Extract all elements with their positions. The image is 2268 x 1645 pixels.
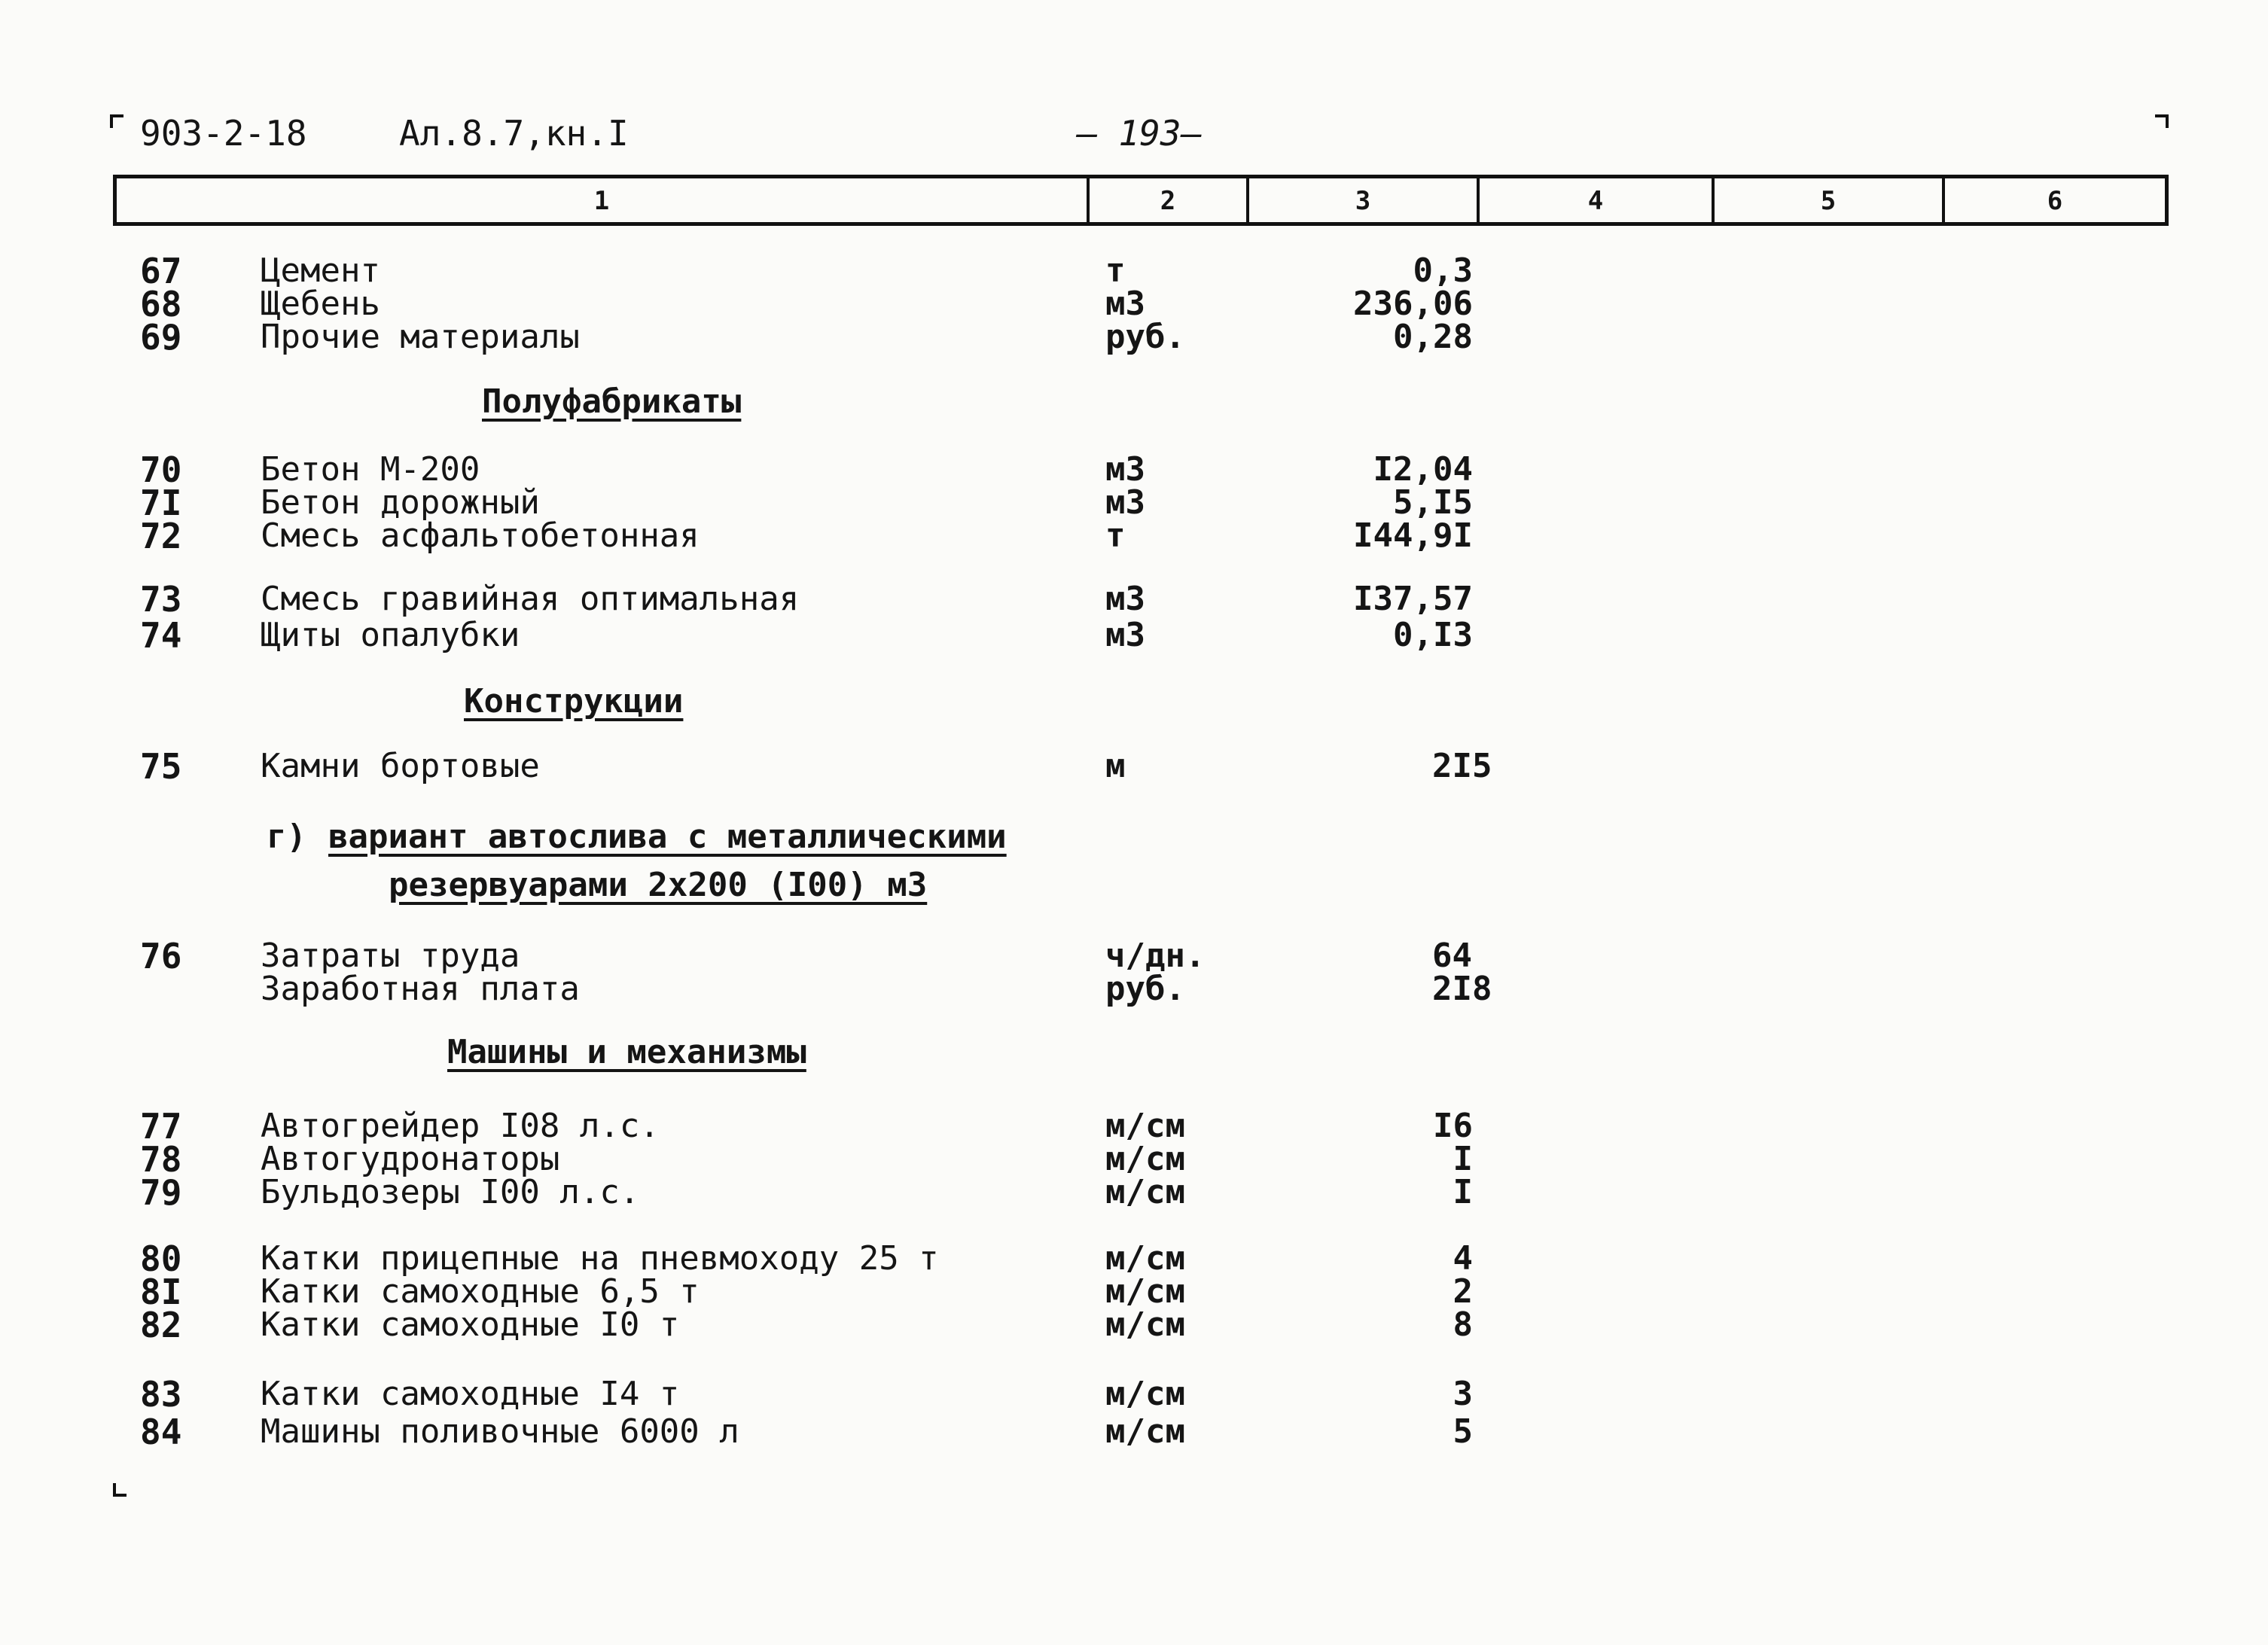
- row-unit: м3: [1105, 483, 1145, 522]
- variant-title-line-1: вариант автослива с металлическими: [328, 818, 1007, 856]
- row-number: 77: [140, 1106, 182, 1147]
- row-name: Цемент: [261, 251, 380, 290]
- table-row: [140, 970, 1495, 1008]
- table-column-header: [113, 175, 2169, 226]
- row-name: Машины поливочные 6000 л: [261, 1412, 739, 1451]
- column-header-4: 4: [1480, 178, 1715, 222]
- table-row: [140, 1106, 1495, 1147]
- row-name: Камни бортовые: [261, 747, 540, 785]
- row-name: Катки самоходные 6,5 т: [261, 1272, 700, 1311]
- row-unit: ч/дн.: [1105, 937, 1206, 975]
- row-unit: м/см: [1105, 1305, 1185, 1344]
- row-unit: м3: [1105, 580, 1145, 618]
- table-row: [140, 615, 1495, 656]
- row-number: 82: [140, 1305, 182, 1345]
- row-name: Автогудронаторы: [261, 1140, 560, 1178]
- variant-prefix: г): [267, 818, 306, 856]
- row-unit: м3: [1105, 450, 1145, 489]
- row-number: 78: [140, 1139, 182, 1180]
- row-unit: м/см: [1105, 1375, 1185, 1413]
- row-name: Щиты опалубки: [261, 616, 520, 654]
- table-row: [140, 746, 1495, 787]
- corner-mark-top-right: [2155, 114, 2169, 128]
- column-header-3: 3: [1249, 178, 1480, 222]
- row-unit: м: [1105, 747, 1126, 785]
- table-row: [140, 1139, 1495, 1180]
- row-number: 83: [140, 1374, 182, 1415]
- row-number: 75: [140, 746, 182, 787]
- row-name: Бульдозеры I00 л.с.: [261, 1173, 640, 1211]
- corner-mark-top-left: [110, 114, 123, 128]
- column-header-5: 5: [1715, 178, 1945, 222]
- row-value: 0,3: [1413, 251, 1473, 290]
- row-unit: м/см: [1105, 1272, 1185, 1311]
- section-title-constructions: Конструкции: [464, 682, 684, 720]
- row-number: 7I: [140, 483, 182, 523]
- row-number: 84: [140, 1412, 182, 1452]
- row-unit: руб.: [1105, 970, 1185, 1008]
- row-value: 236,06: [1353, 285, 1473, 323]
- album-reference: Ал.8.7,кн.I: [399, 113, 629, 154]
- row-unit: м/см: [1105, 1239, 1185, 1278]
- row-number: 73: [140, 579, 182, 620]
- table-row: [140, 317, 1495, 358]
- row-name: Катки прицепные на пневмоходу 25 т: [261, 1239, 939, 1278]
- row-value: I44,9I: [1353, 516, 1473, 555]
- row-number: 74: [140, 615, 182, 656]
- row-value: 0,28: [1393, 318, 1473, 356]
- table-row: [140, 936, 1495, 976]
- row-unit: руб.: [1105, 318, 1185, 356]
- page-number: — 193—: [1077, 113, 1203, 154]
- row-unit: м3: [1105, 616, 1145, 654]
- row-value: 4: [1453, 1239, 1473, 1278]
- row-unit: т: [1105, 251, 1126, 290]
- row-value: 3: [1453, 1375, 1473, 1413]
- row-number: 79: [140, 1172, 182, 1213]
- column-header-1: 1: [117, 178, 1090, 222]
- row-unit: м/см: [1105, 1140, 1185, 1178]
- table-row: [140, 1374, 1495, 1415]
- row-value: I6: [1433, 1107, 1473, 1145]
- row-value: 5: [1453, 1412, 1473, 1451]
- section-title-semi-finished: Полуфабрикаты: [482, 382, 742, 421]
- table-row: [140, 1172, 1495, 1213]
- column-header-6: 6: [2047, 186, 2063, 216]
- row-name: Заработная плата: [261, 970, 580, 1008]
- table-row: [140, 284, 1495, 324]
- column-header-2: 2: [1090, 178, 1249, 222]
- table-row: [140, 449, 1495, 490]
- row-unit: м/см: [1105, 1173, 1185, 1211]
- row-value: I: [1453, 1173, 1473, 1211]
- row-value: 64: [1432, 937, 1472, 975]
- row-name: Автогрейдер I08 л.с.: [261, 1107, 660, 1145]
- row-value: 5,I5: [1393, 483, 1473, 522]
- row-name: Катки самоходные I0 т: [261, 1305, 680, 1344]
- row-name: Смесь гравийная оптимальная: [261, 580, 800, 618]
- table-row: [140, 516, 1495, 556]
- row-name: Смесь асфальтобетонная: [261, 516, 700, 555]
- corner-mark-bottom-left: [113, 1483, 127, 1497]
- row-unit: м3: [1105, 285, 1145, 323]
- row-name: Катки самоходные I4 т: [261, 1375, 680, 1413]
- table-row: [140, 251, 1495, 291]
- row-name: Щебень: [261, 285, 380, 323]
- row-name: Прочие материалы: [261, 318, 580, 356]
- row-value: 2I8: [1432, 970, 1492, 1008]
- row-number: 80: [140, 1238, 182, 1279]
- row-number: 72: [140, 516, 182, 556]
- table-row: [140, 579, 1495, 620]
- table-row: [140, 1238, 1495, 1279]
- row-number: 69: [140, 317, 182, 358]
- row-value: I2,04: [1373, 450, 1473, 489]
- row-unit: м/см: [1105, 1412, 1185, 1451]
- row-number: 68: [140, 284, 182, 324]
- row-name: Бетон М-200: [261, 450, 480, 489]
- row-name: Бетон дорожный: [261, 483, 540, 522]
- row-value: 8: [1453, 1305, 1473, 1344]
- row-value: I: [1453, 1140, 1473, 1178]
- row-value: I37,57: [1353, 580, 1473, 618]
- table-row: [140, 1412, 1495, 1452]
- table-row: [140, 1272, 1495, 1312]
- row-number: 76: [140, 936, 182, 976]
- document-code: 903-2-18: [140, 113, 307, 154]
- row-name: Затраты труда: [261, 937, 520, 975]
- table-row: [140, 1305, 1495, 1345]
- row-unit: м/см: [1105, 1107, 1185, 1145]
- row-number: 8I: [140, 1272, 182, 1312]
- row-value: 2: [1453, 1272, 1473, 1311]
- row-unit: т: [1105, 516, 1126, 555]
- row-number: 70: [140, 449, 182, 490]
- variant-title-line-2: резервуарами 2х200 (I00) м3: [389, 866, 928, 904]
- row-value: 2I5: [1432, 747, 1492, 785]
- section-title-machines: Машины и механизмы: [447, 1033, 806, 1071]
- row-value: 0,I3: [1393, 616, 1473, 654]
- table-row: [140, 483, 1495, 523]
- row-number: 67: [140, 251, 182, 291]
